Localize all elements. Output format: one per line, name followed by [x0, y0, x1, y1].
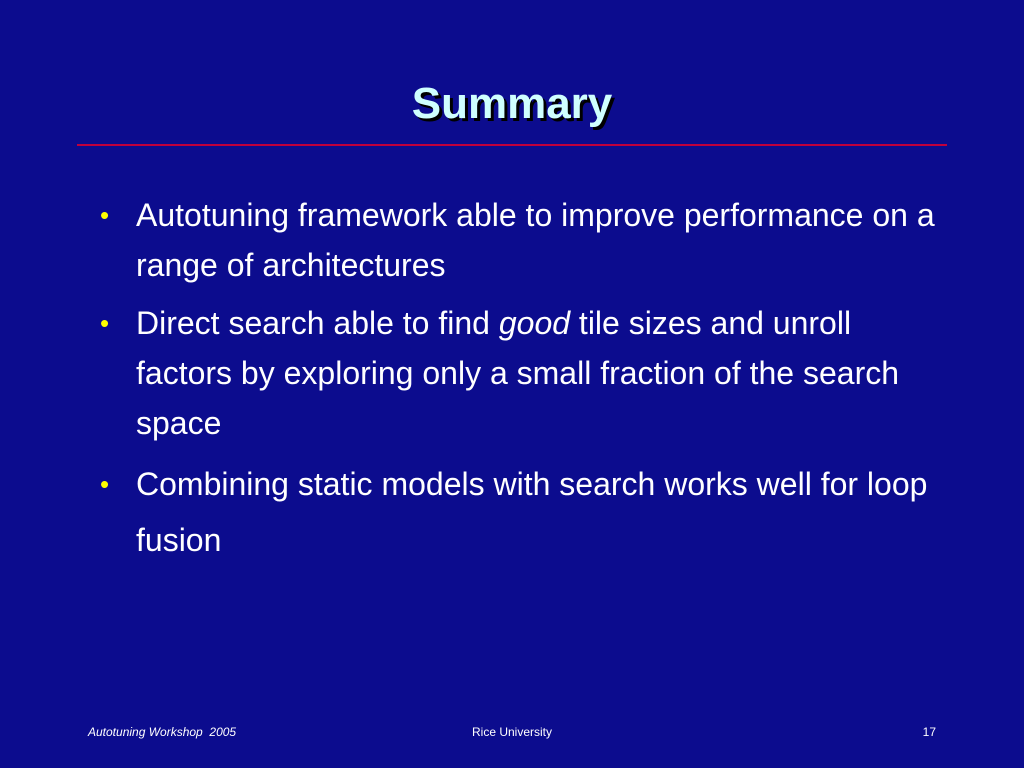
bullet-marker-icon: • — [100, 308, 110, 338]
footer-institution: Rice University — [471, 725, 552, 739]
footer-page-number: 17 — [922, 725, 936, 739]
bullet-text-after: tile sizes and unroll factors by exploring only a small fraction of the search space — [136, 305, 900, 441]
slide-title: Summary — [411, 79, 613, 128]
bullet-text-emphasis: good — [498, 305, 571, 341]
bullet-item — [100, 298, 940, 448]
bullet-item — [100, 190, 940, 290]
bullet-text-before: Direct search able to find — [136, 305, 499, 341]
bullet-marker-icon: • — [100, 200, 110, 230]
bullet-list — [100, 190, 940, 576]
footer-event: Autotuning Workshop 2005 — [88, 725, 237, 739]
title-divider — [77, 144, 947, 146]
bullet-marker-icon: • — [100, 469, 110, 499]
bullet-item — [100, 456, 940, 568]
bullet-text: Combining static models with search works well for loop fusion — [136, 466, 928, 558]
bullet-text: Autotuning framework able to improve performance on a range of architectures — [136, 197, 935, 283]
